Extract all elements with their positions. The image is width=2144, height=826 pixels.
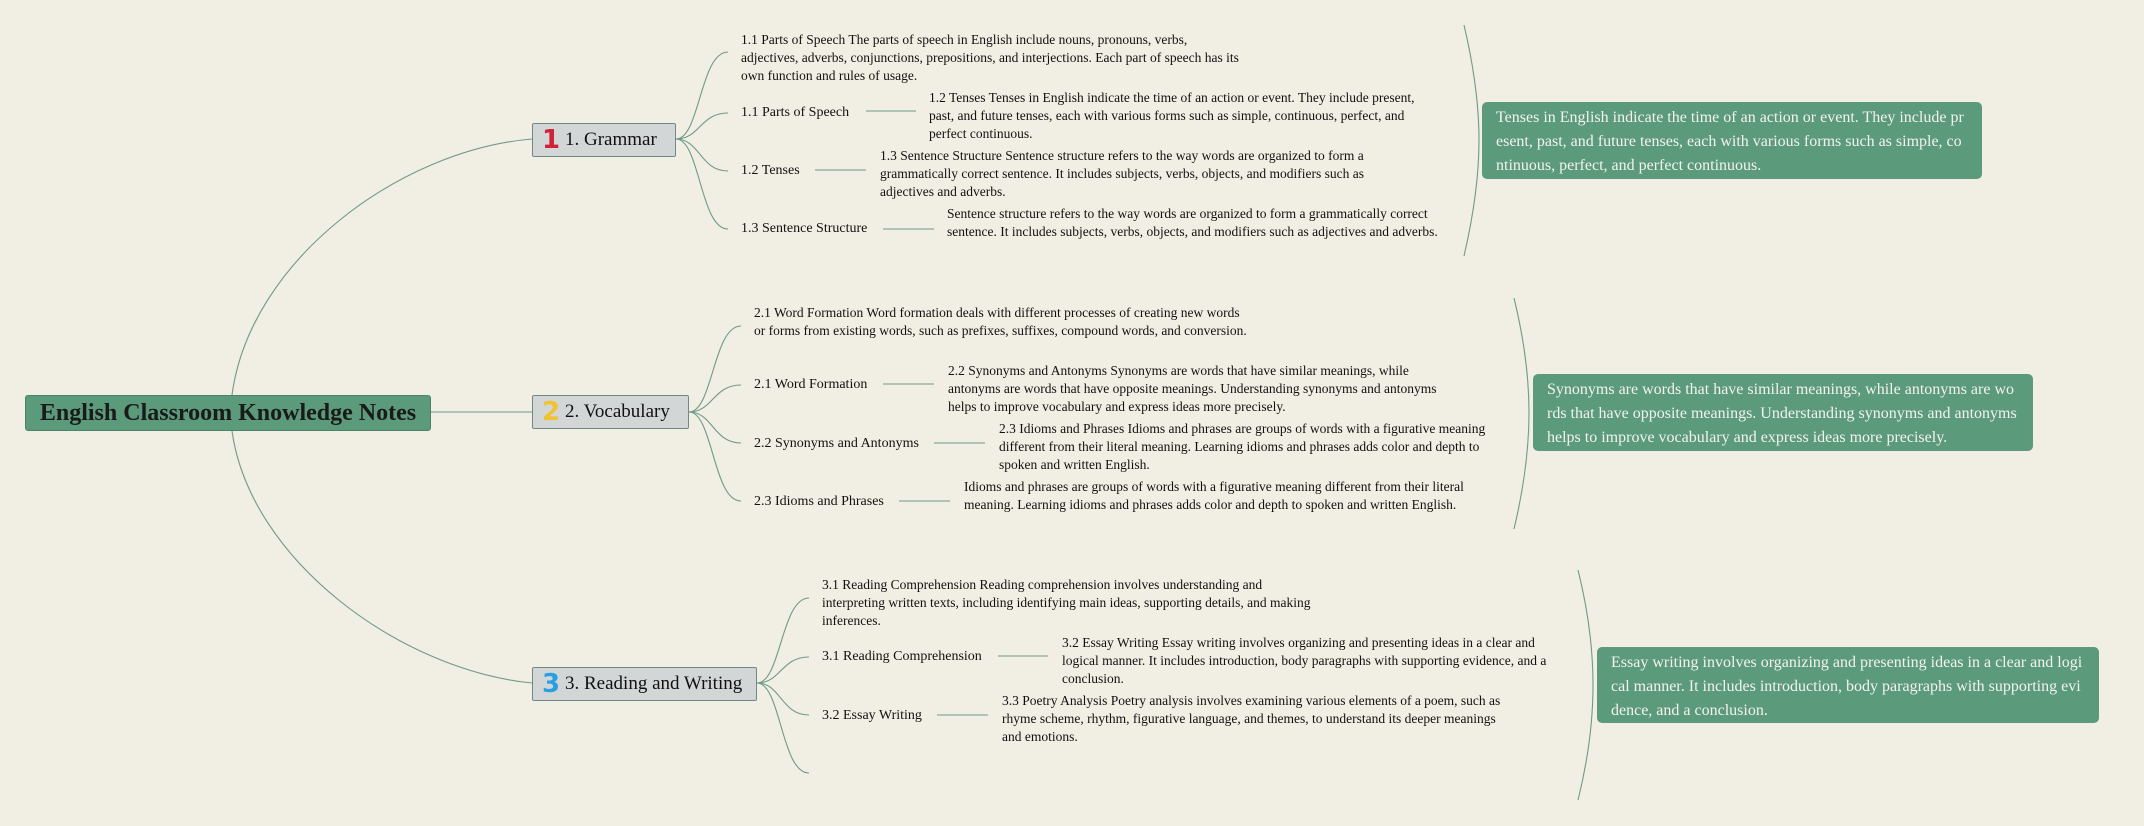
overview-text: 1.1 Parts of Speech The parts of speech in English include nouns, pronouns, verbs, adjectives, adverbs, conjunctions, prepositions, and interjections. Each part of speech has its own function and rules of usage. — [741, 32, 1239, 83]
branch-vocabulary[interactable] — [532, 395, 689, 429]
subtopic-label[interactable]: 2.1 Word Formation — [754, 377, 868, 392]
subtopic-text: 2.3 Idioms and Phrases Idioms and phrases are groups of words with a figurative meaning different from their literal meaning. Learning idioms and phrases adds color and depth to spoken and written English. — [999, 421, 1486, 472]
branch-reading-and-writing[interactable] — [532, 667, 757, 701]
subtopic-text: Idioms and phrases are groups of words with a figurative meaning different from their literal meaning. Learning idioms and phrases adds color and depth to spoken and written English. — [964, 479, 1464, 512]
bracket-reading — [1578, 570, 1593, 800]
subtopic-text: Sentence structure refers to the way words are organized to form a grammatically correct sentence. It includes subjects, verbs, objects, and modifiers such as adjectives and adverbs. — [947, 206, 1438, 239]
callout-text: Essay writing involves organizing and presenting ideas in a clear and logical manner. It includes introduction, body paragraphs with supporting evidence, and a conclusion. — [1611, 654, 2083, 719]
bracket-grammar — [1464, 25, 1479, 256]
connector-root-reading — [232, 431, 532, 683]
callout-vocabulary — [1533, 374, 2033, 451]
overview-text: 2.1 Word Formation Word formation deals with different processes of creating new words or forms from existing words, such as prefixes, suffixes, compound words, and conversion. — [754, 305, 1247, 338]
root-title: English Classroom Knowledge Notes — [39, 399, 417, 426]
root-topic[interactable] — [25, 395, 431, 431]
branch-label: 3. Reading and Writing — [565, 673, 743, 694]
subtopic-text: 1.3 Sentence Structure Sentence structure refers to the way words are organized to form a grammatically correct sentence. It includes subjects, verbs, objects, and modifiers such as adjectives and adverbs. — [880, 148, 1364, 199]
bracket-vocabulary — [1514, 298, 1529, 529]
number-one-icon: 1 — [541, 125, 561, 155]
callout-text: Tenses in English indicate the time of an action or event. They include present, past, and future tenses, each with various forms such as simple, continuous, perfect, and perfect continuous. — [1496, 109, 1964, 174]
subtopic-label[interactable]: 1.3 Sentence Structure — [741, 221, 868, 236]
callout-text: Synonyms are words that have similar meanings, while antonyms are words that have opposite meanings. Understanding synonyms and antonyms helps to improve vocabulary and express ideas more precisely. — [1547, 381, 2017, 446]
subtopic-label[interactable]: 1.2 Tenses — [741, 163, 800, 178]
callout-grammar — [1482, 102, 1982, 179]
subtopic-text: 1.2 Tenses Tenses in English indicate the time of an action or event. They include present, past, and future tenses, each with various forms such as simple, continuous, perfect, and perfect continuous. — [929, 90, 1415, 141]
subtopic-label[interactable]: 1.1 Parts of Speech — [741, 105, 850, 120]
branch-label: 1. Grammar — [565, 129, 657, 150]
number-three-icon: 3 — [541, 669, 561, 699]
connector-root-grammar — [232, 139, 532, 395]
subtopic-text: 2.2 Synonyms and Antonyms Synonyms are words that have similar meanings, while antonyms are words that have opposite meanings. Understanding synonyms and antonyms helps to improve vocabulary and express ideas more precisely. — [948, 363, 1437, 414]
callout-reading-and-writing — [1597, 647, 2099, 723]
subtopic-label[interactable]: 3.2 Essay Writing — [822, 708, 922, 723]
subtopic-text: 3.2 Essay Writing Essay writing involves organizing and presenting ideas in a clear and logical manner. It includes introduction, body paragraphs with supporting evidence, and a conclusion. — [1062, 635, 1547, 686]
branch-grammar[interactable] — [532, 123, 676, 157]
subtopic-label[interactable]: 3.1 Reading Comprehension — [822, 649, 982, 664]
subtopic-label[interactable]: 2.2 Synonyms and Antonyms — [754, 436, 919, 451]
branch-label: 2. Vocabulary — [565, 401, 670, 422]
number-two-icon: 2 — [541, 397, 561, 427]
overview-text: 3.1 Reading Comprehension Reading comprehension involves understanding and interpreting written texts, including identifying main ideas, supporting details, and making inferences. — [822, 577, 1311, 628]
subtopic-label[interactable]: 2.3 Idioms and Phrases — [754, 494, 884, 509]
subtopic-text: 3.3 Poetry Analysis Poetry analysis involves examining various elements of a poem, such as rhyme scheme, rhythm, figurative language, and themes, to understand its deeper meanings and emotions. — [1002, 693, 1501, 744]
